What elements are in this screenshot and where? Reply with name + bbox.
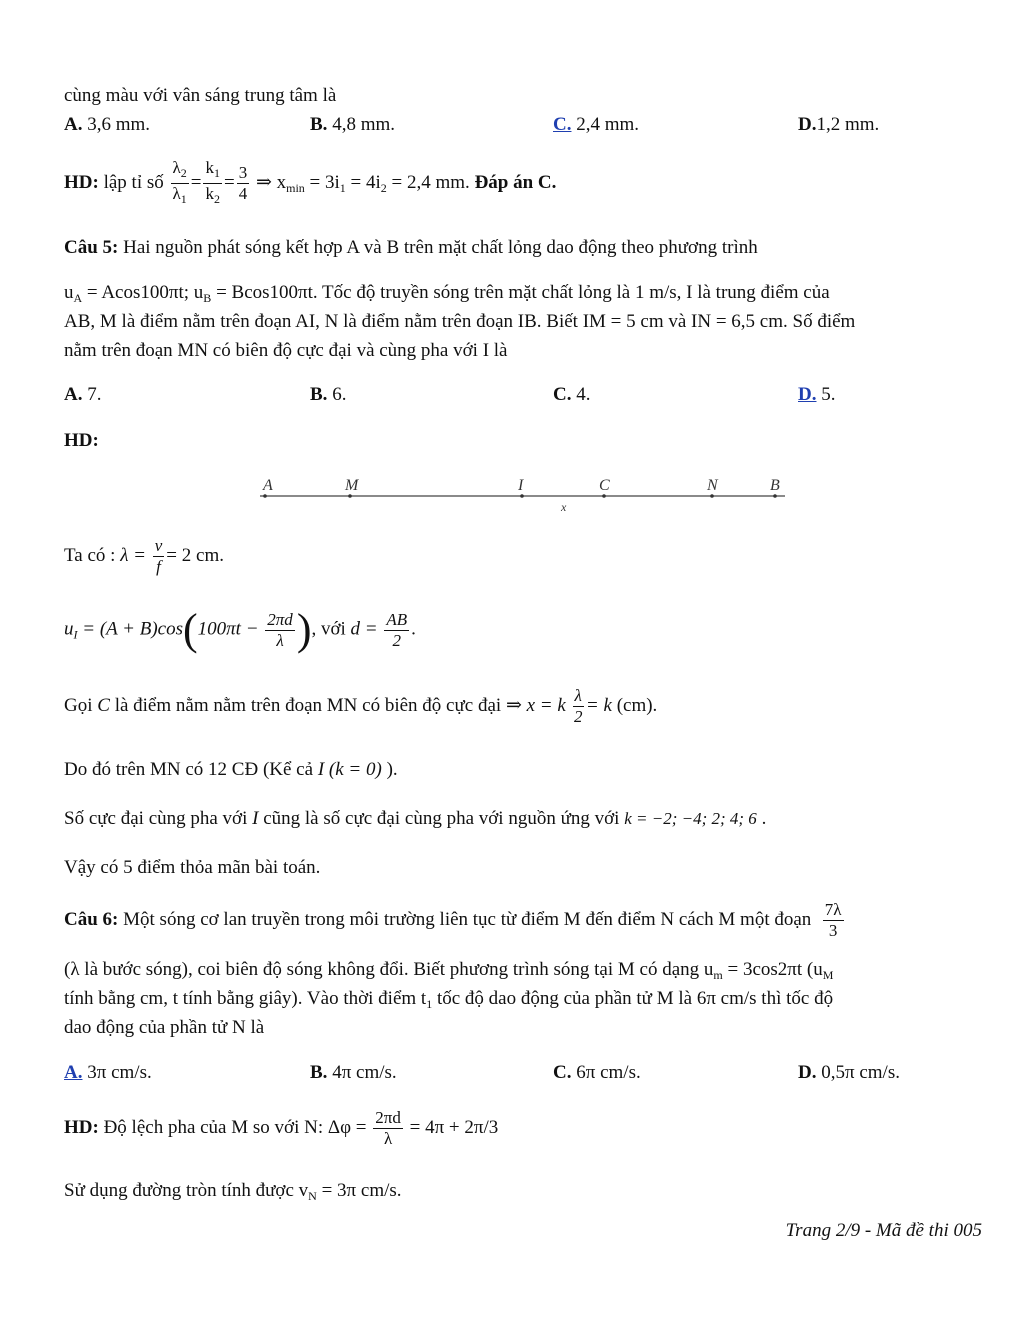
ratio-lambda: $\frac{\lambda_2}{\lambda_1}$ bbox=[172, 158, 187, 206]
q4-option-a: A. 3,6 mm. bbox=[64, 114, 151, 135]
q5-line2: $u_A = Acos100\pi t$; $u_B = Bcos100\pi t$. Tốc độ truyền sóng trên mặt chất lỏng là 1 m/s, I là trung điểm của bbox=[64, 282, 830, 305]
point-C bbox=[602, 494, 606, 498]
q5-line1: Câu 5: Hai nguồn phát sóng kết hợp A và B trên mặt chất lỏng dao động theo phương trình bbox=[64, 237, 758, 258]
label-M: M bbox=[345, 477, 359, 494]
q6-option-a: A. 3π cm/s. bbox=[64, 1062, 152, 1083]
q4-tail-text: cùng màu với vân sáng trung tâm là bbox=[64, 85, 337, 106]
segment-diagram bbox=[250, 472, 800, 516]
goi-line: Gọi C là điểm nằm nằm trên đoạn MN có biên độ cực đại ⇒ x = k $\frac{\lambda}{2}$ = k (cm). bbox=[64, 686, 658, 726]
q6-option-b: B. 4π cm/s. bbox=[310, 1062, 397, 1083]
ui-formula: $u_I = (A + B)\cos(100\pi t$ − $\frac{2\pi d}{\lambda}$ ), với d = $\frac{AB}{2}$ . bbox=[64, 605, 416, 654]
q5-hd-label: HD: bbox=[64, 430, 99, 451]
q5-option-a: A. 7. bbox=[64, 384, 102, 405]
q5-option-c: C. 4. bbox=[553, 384, 591, 405]
label-I: I bbox=[518, 477, 524, 494]
q4-hd: HD: lập tỉ số $\frac{\lambda_2}{\lambda_1}$ = $\frac{k_1}{k_2}$ = $\frac{3}{4}$ ⇒ $x_{min} = 3i_1 = 4i_2 = 2,4$ mm. Đáp án C. bbox=[64, 158, 556, 209]
ratio-value: $\frac{3}{4}$ bbox=[238, 163, 248, 203]
q6-line2: (λ là bước sóng), coi biên độ sóng không đổi. Biết phương trình sóng tại M có dạng $u_m = 3\cos 2\pi t$ ($u_M$ bbox=[64, 959, 834, 982]
label-A: A bbox=[263, 477, 273, 494]
vay-line: Vậy có 5 điểm thỏa mãn bài toán. bbox=[64, 857, 321, 878]
label-B: B bbox=[770, 477, 780, 494]
q6-line3: tính bằng cm, t tính bằng giây). Vào thời điểm $t_1$ tốc độ dao động của phần tử M là 6π cm/s thì tốc độ bbox=[64, 988, 834, 1011]
page-footer: Trang 2/9 - Mã đề thi 005 bbox=[785, 1220, 982, 1241]
q6-sudung: Sử dụng đường tròn tính được $v_N = 3\pi$ cm/s. bbox=[64, 1180, 402, 1203]
q5-line4: nằm trên đoạn MN có biên độ cực đại và cùng pha với I là bbox=[64, 340, 508, 361]
q5-option-b: B. 6. bbox=[310, 384, 347, 405]
label-N: N bbox=[707, 477, 718, 494]
q4-option-d: D.1,2 mm. bbox=[798, 114, 880, 135]
q6-hd: HD: Độ lệch pha của M so với N: Δφ = $\frac{2\pi d}{\lambda}$ = 4π + 2π/3 bbox=[64, 1108, 499, 1148]
q6-line1: Câu 6: Một sóng cơ lan truyền trong môi trường liên tục từ điểm M đến điểm N cách M một đoạn $\frac{7\lambda}{3}$ bbox=[64, 900, 842, 940]
q4-option-c: C. 2,4 mm. bbox=[553, 114, 640, 135]
point-N bbox=[710, 494, 714, 498]
ratio-k: $\frac{k_1}{k_2}$ bbox=[205, 158, 220, 206]
q6-option-d: D. 0,5π cm/s. bbox=[798, 1062, 900, 1083]
point-M bbox=[348, 494, 352, 498]
q6-line4: dao động của phần tử N là bbox=[64, 1017, 265, 1038]
socd-line: Số cực đại cùng pha với I cũng là số cực đại cùng pha với nguồn ứng với k = −2; −4; 2; 4; 6 . bbox=[64, 808, 767, 829]
label-x: x bbox=[561, 500, 567, 514]
point-A bbox=[263, 494, 267, 498]
q5-line3: AB, M là điểm nằm trên đoạn AI, N là điểm nằm trên đoạn IB. Biết IM = 5 cm và IN = 6,5 cm. Số điểm bbox=[64, 311, 856, 332]
point-I bbox=[520, 494, 524, 498]
q5-option-d: D. 5. bbox=[798, 384, 836, 405]
lambda-formula: Ta có : λ = $\frac{v}{f}$ = 2 cm. bbox=[64, 536, 224, 576]
q6-option-c: C. 6π cm/s. bbox=[553, 1062, 641, 1083]
label-C: C bbox=[599, 477, 610, 494]
dodo-line: Do đó trên MN có 12 CĐ (Kể cả I (k = 0) ). bbox=[64, 759, 398, 780]
q4-option-b: B. 4,8 mm. bbox=[310, 114, 395, 135]
point-B bbox=[773, 494, 777, 498]
